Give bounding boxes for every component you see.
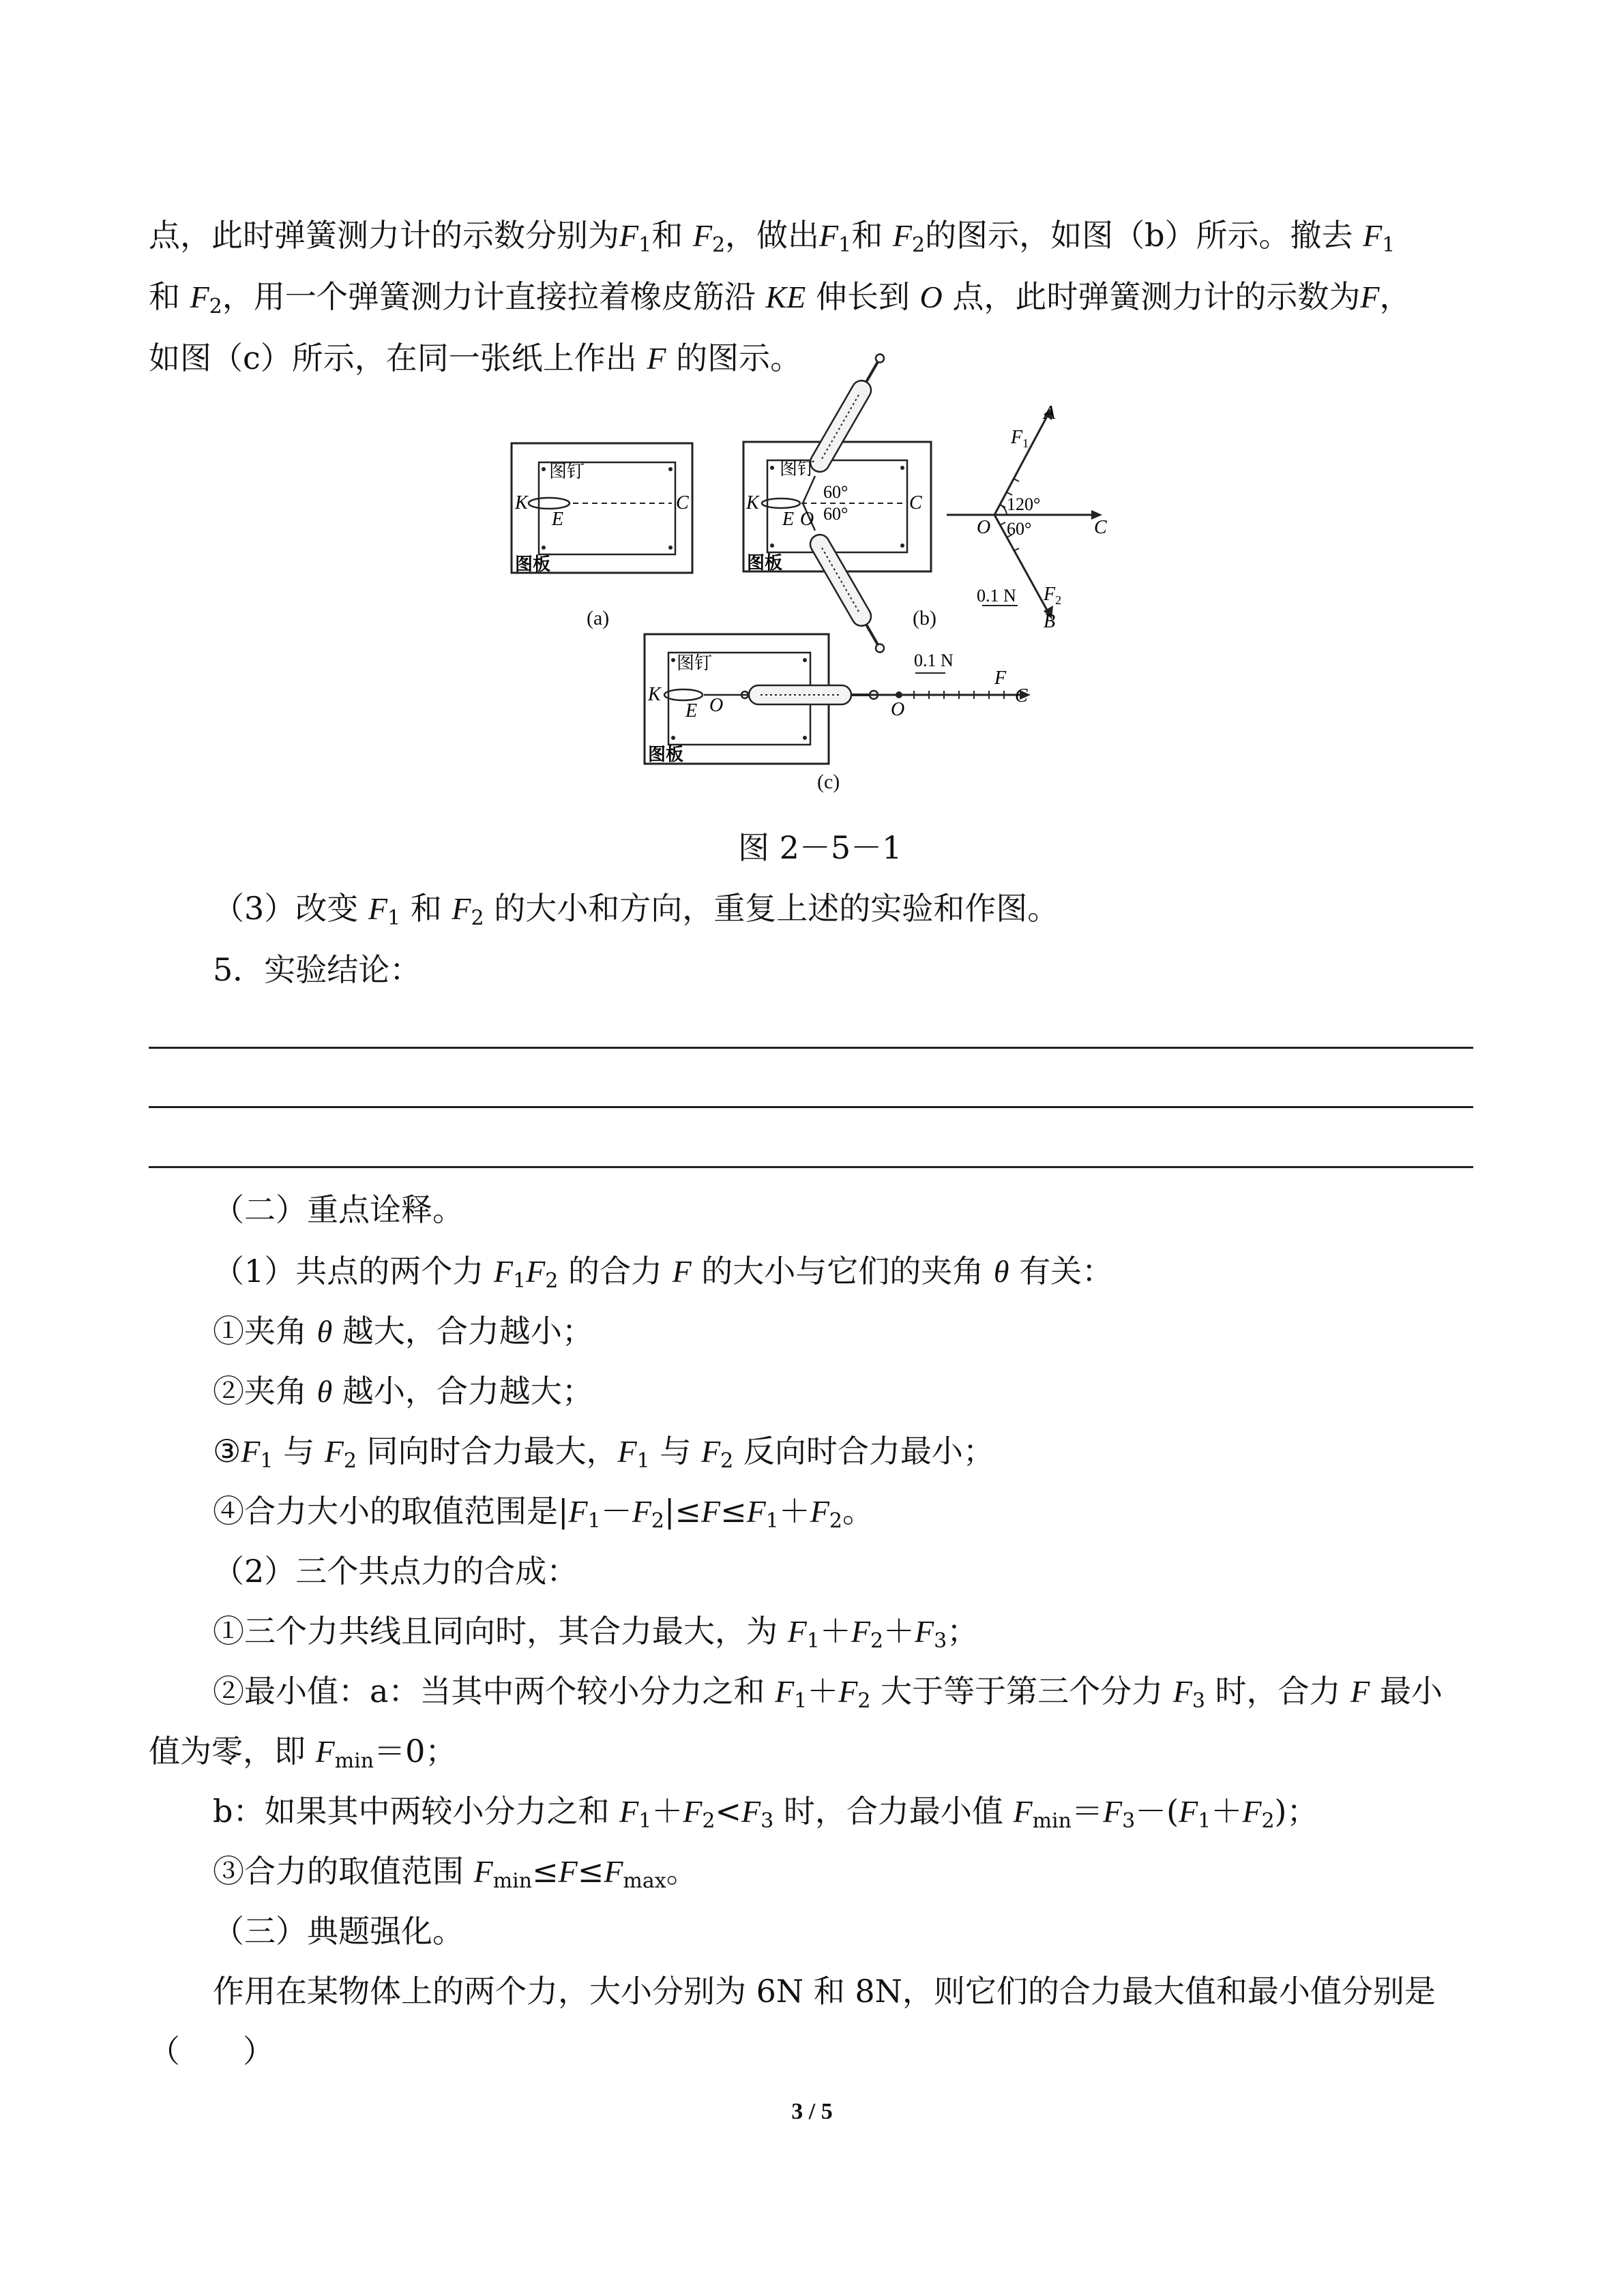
pin-dot: [770, 466, 774, 470]
label-f1: $F_1$: [1011, 427, 1029, 450]
pin-dot: [900, 543, 904, 548]
answer-line: [149, 1106, 1473, 1108]
figure-c: [641, 631, 1050, 788]
pin-dot: [671, 736, 675, 740]
scale-label: 0.1 N: [977, 586, 1016, 606]
figure-caption: 图 2－5－1: [738, 829, 902, 866]
point-o: O: [977, 517, 991, 538]
section2-item2: ②夹角 θ 越小，合力越大；: [213, 1373, 593, 1410]
string-upper: [803, 476, 815, 503]
pin-label: 图钉: [780, 459, 816, 479]
figure-c-label: (c): [817, 771, 840, 793]
section2-j2: ②最小值：a：当其中两个较小分力之和 $F_1+F_2$ 大于等于第三个分力 $F_3$ 时，合力 F 最小: [213, 1673, 1443, 1713]
pin-dot: [542, 546, 546, 550]
section2-item3: $③F_1$ 与 $F_2$ 同向时合力最大，$F_1$ 与 $F_2$ 反向时合力最小；: [213, 1433, 994, 1473]
section2-p2: （2）三个共点力的合成：: [213, 1553, 578, 1590]
pin-label: 图钉: [677, 653, 713, 674]
section3-question: 作用在某物体上的两个力，大小分别为 6N 和 8N，则它们的合力最大值和最小值分别是: [213, 1973, 1436, 2010]
angle-upper: 60°: [823, 482, 848, 502]
pin-dot: [803, 658, 807, 662]
point-o: O: [800, 509, 814, 530]
section2-heading: （二）重点诠释。: [213, 1191, 464, 1228]
pin-dot: [668, 546, 673, 550]
point-c: C: [676, 492, 689, 513]
point-o-right: O: [891, 699, 905, 720]
point-e: E: [782, 509, 795, 530]
pin-dot: [671, 658, 675, 662]
label-f: F: [994, 668, 1007, 689]
answer-line: [149, 1166, 1473, 1168]
section3-heading: （三）典题强化。: [213, 1913, 464, 1950]
tick: [1000, 522, 1005, 525]
force-diagram-b: [941, 402, 1119, 634]
section2-j1: ①三个力共线且同向时，其合力最大，为 $F_1+F_2+F_3$；: [213, 1613, 979, 1653]
section2-j4: ③合力的取值范围 $F_{min}\le F\le F_{max}$。: [213, 1853, 698, 1893]
answer-line: [149, 1047, 1473, 1049]
point-a: A: [1044, 402, 1056, 423]
figure-b: [740, 389, 945, 621]
intro-line-3: 如图（c）所示，在同一张纸上作出 F 的图示。: [149, 340, 802, 376]
point-b: B: [1044, 611, 1056, 632]
point-k: K: [515, 492, 528, 513]
rubber-band: [664, 689, 703, 700]
point-o: O: [709, 695, 724, 716]
page-number: 3 / 5: [791, 2099, 833, 2124]
pin-dot: [803, 736, 807, 740]
point-k: K: [746, 492, 759, 513]
point-c: C: [1094, 517, 1107, 538]
point-c: C: [909, 492, 922, 513]
angle-lower: 60°: [823, 504, 848, 524]
point-e: E: [552, 509, 564, 530]
angle-120: 120°: [1007, 494, 1041, 514]
scale-label: 0.1 N: [914, 651, 954, 670]
board-label: 图板: [747, 553, 783, 573]
section2-item4: ④合力大小的取值范围是$|F_1-F_2|\le F\le F_1+F_2$。: [213, 1493, 874, 1533]
board-label: 图板: [648, 745, 684, 765]
step-3: （3）改变 $F_1$ 和 $F_2$ 的大小和方向，重复上述的实验和作图。: [213, 890, 1059, 930]
intro-line-1: 点，此时弹簧测力计的示数分别为$F_1$和 $F_2$，做出$F_1$和 $F_2$的图示，如图（b）所示。撤去 $F_1$: [149, 217, 1396, 257]
section2-j3: b：如果其中两较小分力之和 $F_1+F_2<F_3$ 时，合力最小值 $F_{min}=F_3-(F_1+F_2)$；: [213, 1793, 1318, 1833]
figure-b-label: (b): [913, 607, 936, 629]
point-c: C: [1015, 685, 1028, 706]
angle-arc: [1000, 505, 1007, 515]
label-f2: $F_2$: [1044, 584, 1062, 607]
board-label: 图板: [515, 554, 551, 575]
point-k: K: [648, 684, 661, 705]
conclusion-heading: 5．实验结论：: [213, 951, 422, 988]
intro-line-2: 和 $F_2$，用一个弹簧测力计直接拉着橡皮筋沿 KE 伸长到 O 点，此时弹簧测力计的示数为F，: [149, 278, 1411, 318]
pin-dot: [542, 467, 546, 471]
point-e: E: [685, 700, 698, 721]
rubber-band: [529, 498, 570, 509]
section2-p1: （1）共点的两个力 $F_1F_2$ 的合力 F 的大小与它们的夹角 θ 有关：: [213, 1253, 1114, 1293]
pin-dot: [900, 466, 904, 470]
pin-label: 图钉: [549, 462, 585, 482]
tick: [1014, 479, 1019, 481]
section3-answer-blank: （ ）: [149, 2033, 274, 2070]
point-o-dot: [896, 691, 902, 698]
pin-dot: [770, 543, 774, 548]
section2-j2-cont: 值为零，即 $F_{min}=0$；: [149, 1733, 457, 1773]
section2-item1: ①夹角 θ 越大，合力越小；: [213, 1313, 593, 1350]
figure-a-label: (a): [587, 607, 610, 629]
angle-60: 60°: [1007, 519, 1032, 539]
pin-dot: [668, 467, 673, 471]
figure-a: [508, 436, 699, 576]
